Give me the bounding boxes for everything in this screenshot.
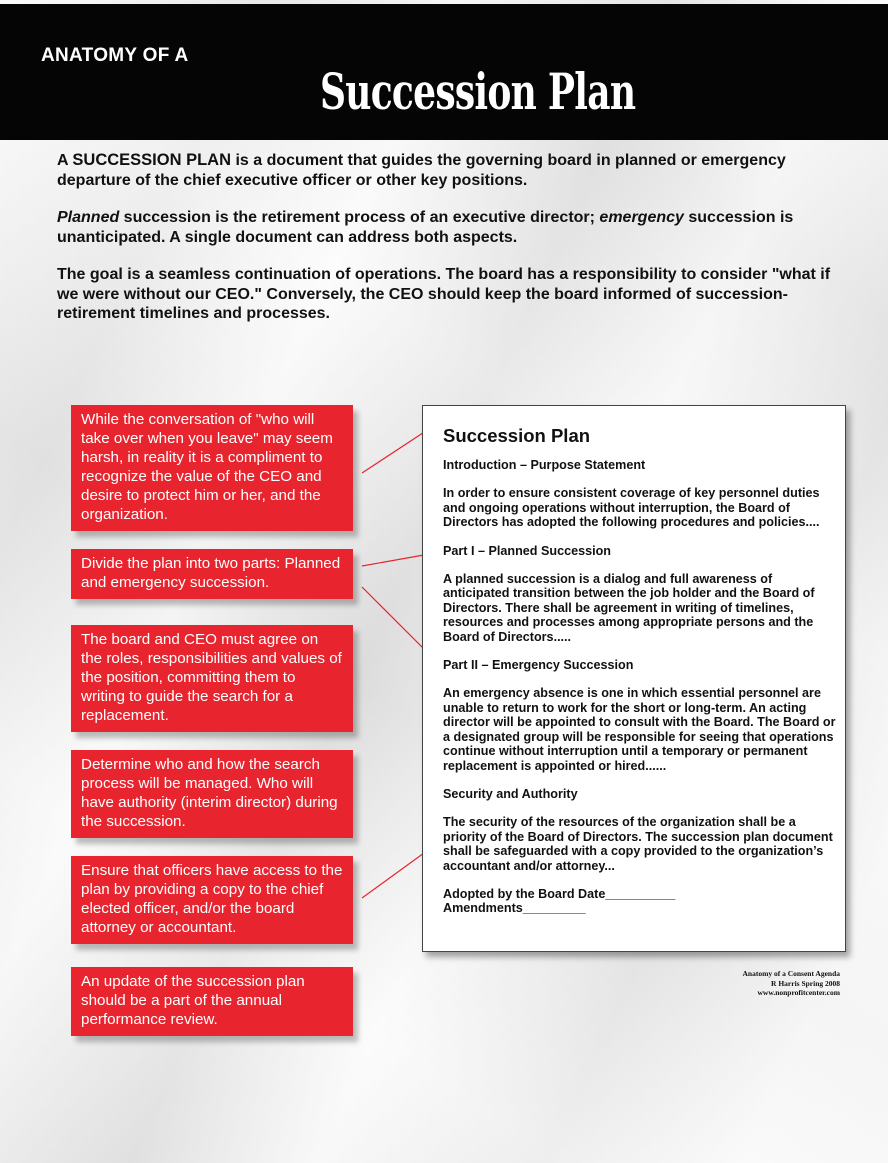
section-heading-intro: Introduction – Purpose Statement (443, 458, 646, 472)
intro-p1-emphasis: SUCCESSION PLAN (72, 151, 232, 169)
section-body-emergency: An emergency absence is one in which essential personnel are unable to return to work for the short or long-term. An acting director will be appointed to consult with the Board. The Board or a designated group will be responsible for seeing that operations continue without interruption until a temporary or permanent replacement is appointed or hired...... (443, 686, 836, 773)
credit-title: Anatomy of a Consent Agenda (742, 969, 840, 978)
callout-roles: The board and CEO must agree on the roles, responsibilities and values of the position, committing them to writing to guide the search for a replacement. (71, 625, 353, 732)
intro-p2-emergency: emergency (599, 209, 684, 226)
intro-p2-mid: succession is the retirement process of an executive director; (119, 209, 600, 226)
page-title: Succession Plan (320, 62, 636, 121)
callout-two-parts: Divide the plan into two parts: Planned and emergency succession. (71, 549, 353, 599)
intro-p2-planned: Planned (57, 209, 120, 226)
amendments-line: Amendments_________ (443, 901, 586, 916)
intro-p1-lead: A (57, 152, 73, 169)
intro-p1-rest: is a document that guides the governing board in planned or emergency departure of the chief executive officer or other key positions. (57, 152, 786, 189)
succession-plan-document (422, 405, 846, 952)
intro-p2-rest: succession is unanticipated. A single document can address both aspects. (57, 209, 794, 246)
credit-website: www.nonprofitcenter.com (757, 988, 840, 997)
document-title: Succession Plan (443, 425, 591, 446)
callout-compliment: While the conversation of "who will take over when you leave" may seem harsh, in reality it is a compliment to recognize the value of the CEO and desire to protect him or her, and the organization. (71, 405, 353, 531)
header-kicker: ANATOMY OF A (41, 45, 189, 66)
section-body-planned: A planned succession is a dialog and full awareness of anticipated transition between the job holder and the Board of Directors. There shall be agreement in writing of timelines, resources and processes among appropriate persons and the Board of Directors..... (443, 572, 815, 644)
credit-block (742, 969, 840, 998)
section-body-security: The security of the resources of the organization shall be a priority of the Board of Directors. The succession plan document shall be safeguarded with a copy provided to the organization’s accountant and/or attorney... (443, 815, 833, 873)
section-heading-emergency: Part II – Emergency Succession (443, 658, 634, 673)
credit-author: R Harris Spring 2008 (771, 978, 840, 988)
section-body-intro: In order to ensure consistent coverage of key personnel duties and ongoing operations without interruption, the Board of Directors has adopted the following procedures and policies.... (443, 486, 820, 530)
section-heading-security: Security and Authority (443, 786, 578, 801)
section-heading-planned: Part I – Planned Succession (443, 543, 611, 558)
callout-access: Ensure that officers have access to the plan by providing a copy to the chief elected officer, and/or the board attorney or accountant. (71, 856, 353, 944)
adopted-date-line: Adopted by the Board Date__________ (443, 886, 676, 901)
intro-paragraph-3: The goal is a seamless continuation of operations. The board has a responsibility to consider "what if we were without our CEO." Conversely, the CEO should keep the board informed of succession-retirement timelines and processes. (57, 266, 831, 322)
callout-search-process: Determine who and how the search process will be managed. Who will have authority (interim director) during the succession. (71, 750, 353, 838)
callout-annual-review: An update of the succession plan should be a part of the annual performance review. (71, 967, 353, 1036)
